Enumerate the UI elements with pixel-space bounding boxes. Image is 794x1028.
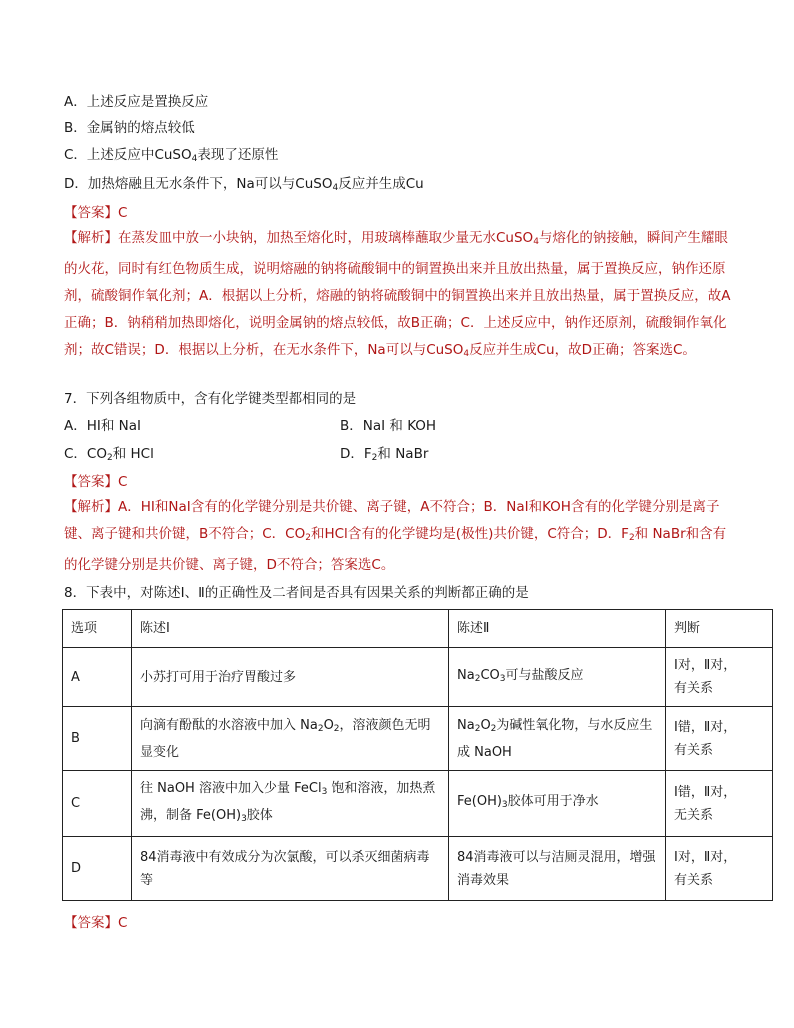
table-header-row (63, 610, 773, 648)
q8-answer (64, 913, 127, 933)
answer-label: 【答案】 (64, 915, 118, 931)
q7-answer (64, 472, 127, 492)
row-statement-1: 向滴有酚酞的水溶液中加入 $Na_2O_2$，溶液颜色无明显变化 (132, 707, 449, 771)
q8-table (62, 609, 773, 901)
q6-option-d: D．加热熔融且无水条件下，Na可以与CuSO$_4$反应并生成Cu (64, 176, 424, 193)
q7-option-a: A．HI和 NaI (64, 418, 142, 434)
q6-option-b: B．金属钠的熔点较低 (64, 120, 195, 136)
row-statement-2: $Na_2O_2$为碱性氧化物，与水反应生成 NaOH (449, 707, 666, 771)
row-statement-1: 84消毒液中有效成分为次氯酸，可以杀灭细菌病毒等 (132, 837, 449, 901)
answer-value: C (118, 915, 128, 931)
row-judgement: Ⅰ错，Ⅱ对， 无关系 (666, 771, 773, 837)
row-statement-2: $Fe(OH)_3$胶体可用于净水 (449, 771, 666, 837)
table-row (63, 771, 773, 837)
header-option: 选项 (63, 610, 132, 648)
row-judgement: Ⅰ对，Ⅱ对， 有关系 (666, 648, 773, 707)
table-row (63, 648, 773, 707)
row-statement-2: 84消毒液可以与洁厕灵混用，增强消毒效果 (449, 837, 666, 901)
header-statement-1: 陈述Ⅰ (132, 610, 449, 648)
q6-answer (64, 203, 127, 223)
analysis-label: 【解析】 (64, 230, 118, 246)
q7-option-c: C．$CO_2$和 HCl (64, 446, 154, 463)
q8-stem: 8．下表中，对陈述Ⅰ、Ⅱ的正确性及二者间是否具有因果关系的判断都正确的是 (64, 585, 529, 601)
row-statement-1: 往 NaOH 溶液中加入少量 FeCl$_3$ 饱和溶液，加热煮沸，制备 $Fe(OH)_3$胶体 (132, 771, 449, 837)
q6-option-c: C．上述反应中CuSO$_4$表现了还原性 (64, 147, 279, 164)
answer-value: C (118, 205, 128, 221)
q7-stem: 7．下列各组物质中，含有化学键类型都相同的是 (64, 391, 357, 407)
header-statement-2: 陈述Ⅱ (449, 610, 666, 648)
analysis-label: 【解析】 (64, 499, 118, 515)
q6-analysis: 【解析】在蒸发皿中放一小块钠，加热至熔化时，用玻璃棒蘸取少量无水CuSO$_4$与熔化的钠接触，瞬间产生耀眼的火花，同时有红色物质生成，说明熔融的钠将硫酸铜中的铜置换出来并且放出热量，属于置换反应，钠作还原剂，硫酸铜作氧化剂；A．根据以上分析，熔融的钠将硫酸铜中的铜置换出来并且放出热量，属于置换反应，故A正确；B．钠稍稍加热即熔化，说明金属钠的熔点较低，故B正确；C．上述反应中，钠作还原剂，硫酸铜作氧化剂；故C错误；D．根据以上分析，在无水条件下，Na可以与CuSO$_4$反应并生成Cu，故D正确；答案选C。 (64, 230, 731, 359)
q6-option-a: A．上述反应是置换反应 (64, 94, 209, 110)
row-judgement: Ⅰ错，Ⅱ对， 有关系 (666, 707, 773, 771)
row-option: B (63, 707, 132, 771)
q7-option-d: D．$F_2$和 NaBr (340, 446, 429, 463)
table-row (63, 707, 773, 771)
answer-label: 【答案】 (64, 205, 118, 221)
q7-option-b: B．NaI 和 KOH (340, 418, 437, 434)
q7-analysis: 【解析】A．HI和NaI含有的化学键分别是共价键、离子键，A不符合；B．NaI和KOH含有的化学键分别是离子键、离子键和共价键，B不符合；C．$CO_2$和HCl含有的化学键均是(极性)共价键，C符合；D．$F_2$和 NaBr和含有的化学键分别是共价键、离子键，D不符合；答案选C。 (64, 499, 727, 573)
row-option: C (63, 771, 132, 837)
answer-label: 【答案】 (64, 474, 118, 490)
answer-value: C (118, 474, 128, 490)
row-statement-1: 小苏打可用于治疗胃酸过多 (132, 648, 449, 707)
table-row (63, 837, 773, 901)
row-option: A (63, 648, 132, 707)
row-judgement: Ⅰ对，Ⅱ对， 有关系 (666, 837, 773, 901)
row-option: D (63, 837, 132, 901)
header-judgement: 判断 (666, 610, 773, 648)
row-statement-2: $Na_2CO_3$可与盐酸反应 (449, 648, 666, 707)
